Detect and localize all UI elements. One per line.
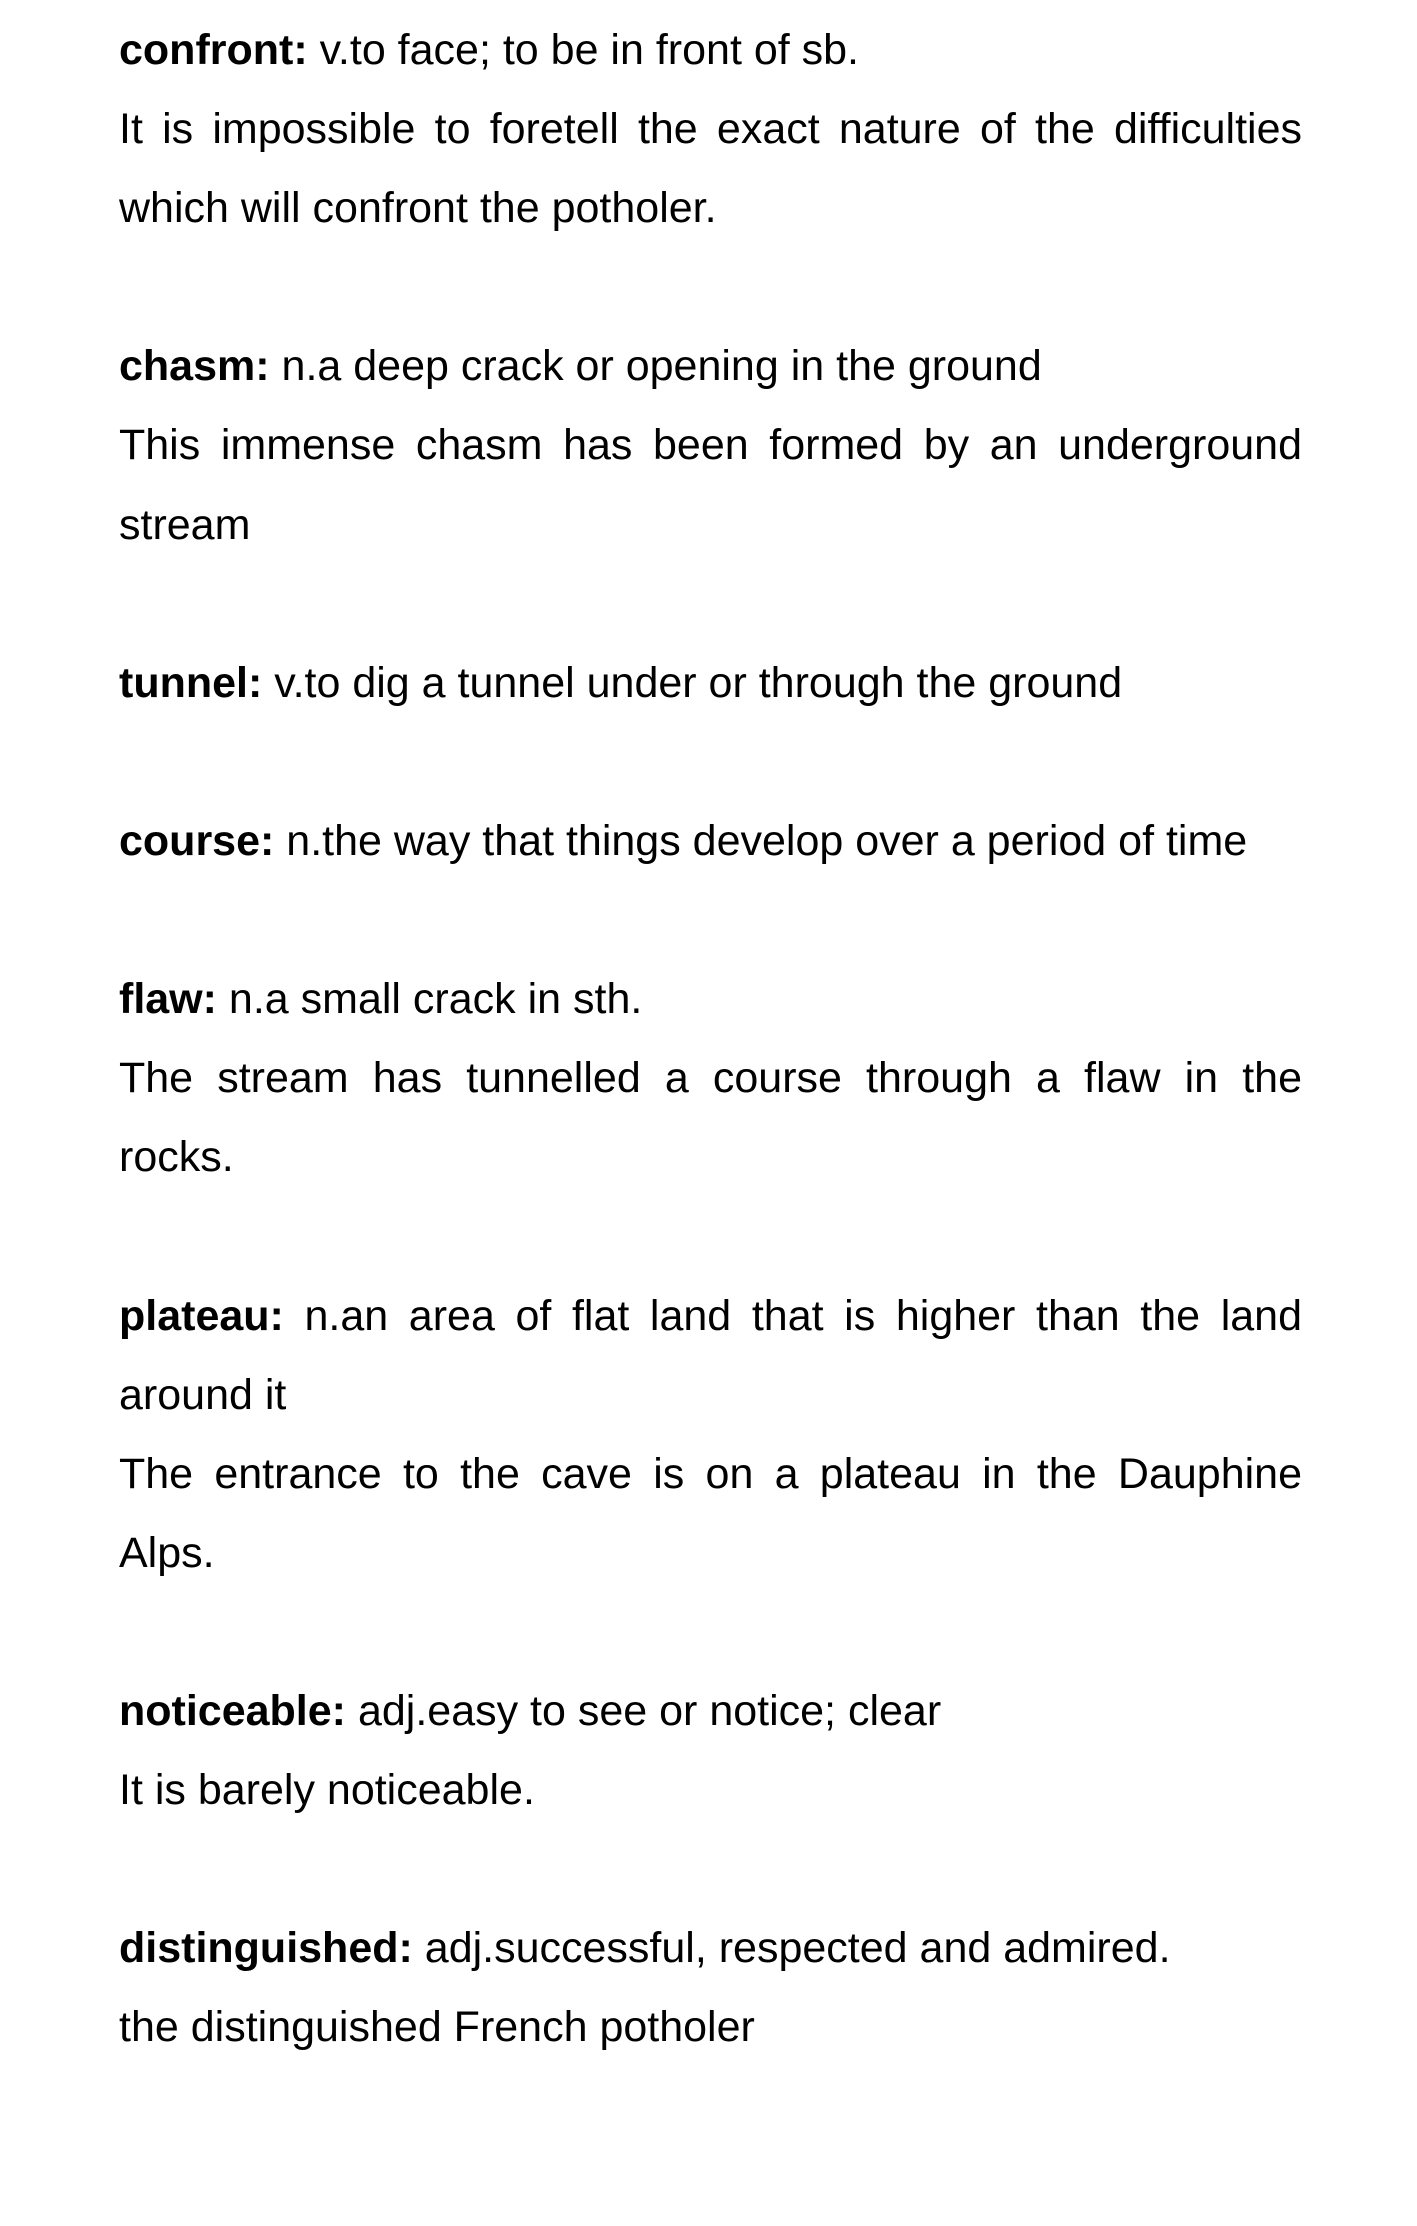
definition: n.the way that things develop over a period of time <box>274 816 1248 865</box>
vocab-entry-flaw <box>119 960 1302 1197</box>
definition-line <box>119 644 1302 723</box>
definition-line <box>119 802 1302 881</box>
vocab-entry-confront <box>119 11 1302 248</box>
definition: n.a deep crack or opening in the ground <box>269 342 1042 391</box>
example-sentence: The stream has tunnelled a course through a flaw in the rocks. <box>119 1054 1302 1182</box>
definition-line <box>119 960 1302 1039</box>
example-sentence: the distinguished French potholer <box>119 2003 755 2052</box>
definition-line <box>119 1672 1302 1751</box>
definition: n.a small crack in sth. <box>216 975 643 1024</box>
example-sentence: The entrance to the cave is on a plateau in the Dauphine Alps. <box>119 1449 1302 1577</box>
definition-line <box>119 11 1302 90</box>
term: confront: <box>119 26 308 74</box>
definition-line <box>119 1909 1302 1988</box>
definition: adj.easy to see or notice; clear <box>346 1686 942 1735</box>
vocab-entry-distinguished <box>119 1909 1302 2067</box>
definition: v.to dig a tunnel under or through the ground <box>262 658 1123 707</box>
definition-line <box>119 327 1302 406</box>
example-sentence: It is barely noticeable. <box>119 1766 535 1815</box>
definition: n.an area of flat land that is higher than the land around it <box>119 1291 1302 1419</box>
definition-line <box>119 1277 1302 1435</box>
term: noticeable: <box>119 1686 346 1735</box>
term: flaw: <box>119 975 217 1024</box>
vocab-entry-chasm <box>119 327 1302 564</box>
term: distinguished: <box>119 1924 413 1973</box>
definition: adj.successful, respected and admired. <box>412 1924 1171 1973</box>
vocabulary-document <box>119 11 1302 2147</box>
vocab-entry-course <box>119 802 1302 881</box>
example-sentence: It is impossible to foretell the exact nature of the difficulties which will confront the potholer. <box>119 105 1302 233</box>
term: tunnel: <box>119 658 263 707</box>
definition: v.to face; to be in front of sb. <box>307 26 860 74</box>
vocab-entry-tunnel <box>119 644 1302 723</box>
vocab-entry-plateau <box>119 1277 1302 1593</box>
vocab-entry-noticeable <box>119 1672 1302 1830</box>
term: plateau: <box>119 1291 284 1340</box>
term: course: <box>119 816 275 865</box>
example-sentence: This immense chasm has been formed by an underground stream <box>119 421 1302 549</box>
term: chasm: <box>119 342 270 391</box>
